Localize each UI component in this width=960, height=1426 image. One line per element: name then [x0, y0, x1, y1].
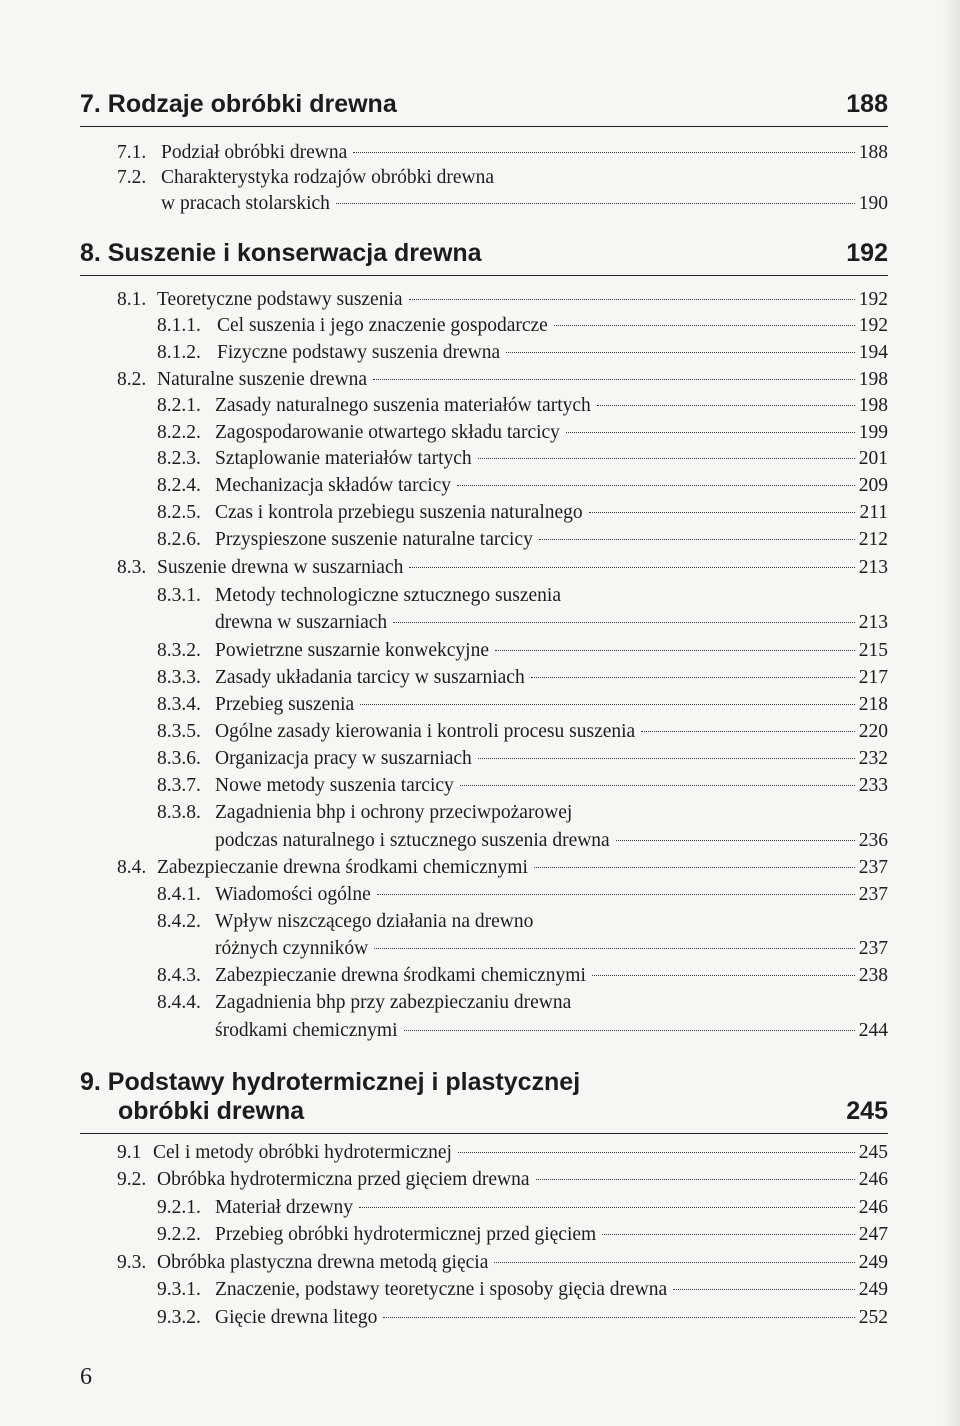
entry-title: Gięcie drewna litego: [215, 1307, 378, 1328]
entry-number: 8.2.5.: [157, 502, 201, 523]
leader-dots: [539, 539, 855, 540]
toc-entry-continuation: [161, 191, 888, 217]
toc-entry: [117, 1250, 888, 1276]
entry-page: 211: [859, 502, 888, 523]
entry-title: Zabezpieczanie drewna środkami chemicznymi: [157, 857, 528, 878]
leader-dots: [377, 894, 855, 895]
toc-entry: [157, 773, 888, 799]
entry-number: 8.2.6.: [157, 529, 201, 550]
entry-title: Znaczenie, podstawy teoretyczne i sposoby gięcia drewna: [215, 1279, 668, 1300]
entry-number: 8.4.4.: [157, 992, 201, 1013]
entry-number: 8.2.2.: [157, 422, 201, 443]
entry-title: Cel suszenia i jego znaczenie gospodarcze: [217, 315, 548, 336]
entry-title: Zagospodarowanie otwartego składu tarcicy: [215, 422, 560, 443]
entry-title: Naturalne suszenie drewna: [157, 369, 368, 390]
entry-page: 213: [858, 612, 888, 633]
chapter-heading: [80, 1068, 888, 1132]
toc-entry: [117, 287, 888, 313]
entry-title: Materiał drzewny: [215, 1197, 354, 1218]
leader-dots: [409, 299, 855, 300]
chapter-rule: [80, 126, 888, 127]
leader-dots: [458, 1152, 855, 1153]
leader-dots: [460, 785, 855, 786]
entry-number: 8.3.7.: [157, 775, 201, 796]
entry-title: Zabezpieczanie drewna środkami chemicznymi: [215, 965, 586, 986]
leader-dots: [495, 650, 855, 651]
entry-page: 198: [858, 369, 888, 390]
page-edge: [942, 0, 960, 1426]
entry-title-cont: drewna w suszarniach: [215, 612, 388, 633]
leader-dots: [602, 1234, 855, 1235]
leader-dots: [374, 948, 855, 949]
entry-number: 8.3.4.: [157, 694, 201, 715]
entry-number: 8.3.6.: [157, 748, 201, 769]
leader-dots: [353, 152, 854, 153]
leader-dots: [360, 704, 855, 705]
toc-entry: [157, 1195, 888, 1221]
entry-title: Nowe metody suszenia tarcicy: [215, 775, 454, 796]
toc-entry: [157, 583, 561, 609]
toc-entry: [117, 1140, 888, 1166]
entry-page: 215: [858, 640, 888, 661]
entry-title: Obróbka hydrotermiczna przed gięciem drewna: [157, 1169, 530, 1190]
entry-title-cont: w pracach stolarskich: [161, 193, 330, 214]
entry-title: Przyspieszone suszenie naturalne tarcicy: [215, 529, 533, 550]
entry-title: Ogólne zasady kierowania i kontroli procesu suszenia: [215, 721, 636, 742]
toc-entry: [157, 527, 888, 553]
entry-page: 245: [858, 1142, 888, 1163]
entry-page: 233: [858, 775, 888, 796]
entry-title: Cel i metody obróbki hydrotermicznej: [153, 1142, 452, 1163]
entry-title: Wiadomości ogólne: [215, 884, 371, 905]
toc-entry: [157, 313, 888, 339]
entry-page: 249: [858, 1279, 888, 1300]
entry-title: Przebieg obróbki hydrotermicznej przed gięciem: [215, 1224, 597, 1245]
entry-title: Obróbka plastyczna drewna metodą gięcia: [157, 1252, 489, 1273]
entry-page: 237: [858, 857, 888, 878]
entry-title: Zasady układania tarcicy w suszarniach: [215, 667, 525, 688]
toc-entry: [157, 909, 533, 935]
leader-dots: [478, 458, 855, 459]
entry-number: 8.2.1.: [157, 395, 201, 416]
toc-entry: [157, 746, 888, 772]
chapter-title: 8. Suszenie i konserwacja drewna: [80, 239, 482, 267]
toc-entry: [157, 446, 888, 472]
entry-number: 8.4.3.: [157, 965, 201, 986]
entry-number: 7.2.: [117, 167, 147, 188]
toc-entry: [157, 882, 888, 908]
entry-title-cont: różnych czynników: [215, 938, 369, 959]
entry-title: Przebieg suszenia: [215, 694, 355, 715]
entry-page: 246: [858, 1197, 888, 1218]
leader-dots: [359, 1207, 855, 1208]
leader-dots: [536, 1179, 855, 1180]
entry-number: 8.2.4.: [157, 475, 201, 496]
leader-dots: [534, 867, 855, 868]
leader-dots: [383, 1317, 854, 1318]
entry-number: 8.4.: [117, 857, 147, 878]
chapter-title: 7. Rodzaje obróbki drewna: [80, 90, 397, 118]
entry-title: Sztaplowanie materiałów tartych: [215, 448, 472, 469]
toc-entry: [157, 800, 572, 826]
entry-page: 238: [858, 965, 888, 986]
toc-entry-continuation: [215, 936, 888, 962]
toc-entry: [117, 367, 888, 393]
entry-page: 244: [858, 1020, 888, 1041]
leader-dots: [457, 485, 855, 486]
entry-page: 237: [858, 884, 888, 905]
entry-page: 220: [858, 721, 888, 742]
toc-entry: [157, 665, 888, 691]
entry-number: 7.1.: [117, 142, 147, 163]
entry-page: 190: [858, 193, 888, 214]
entry-title: Charakterystyka rodzajów obróbki drewna: [161, 167, 495, 188]
entry-page: 198: [858, 395, 888, 416]
entry-page: 199: [858, 422, 888, 443]
entry-page: 246: [858, 1169, 888, 1190]
leader-dots: [494, 1262, 854, 1263]
entry-number: 9.3.2.: [157, 1307, 201, 1328]
entry-page: 213: [858, 557, 888, 578]
entry-number: 8.4.2.: [157, 911, 201, 932]
toc-entry: [117, 555, 888, 581]
entry-page: 217: [858, 667, 888, 688]
leader-dots: [393, 622, 855, 623]
entry-page: 218: [858, 694, 888, 715]
entry-page: 212: [858, 529, 888, 550]
leader-dots: [566, 432, 855, 433]
entry-page: 192: [858, 289, 888, 310]
entry-title: Metody technologiczne sztucznego suszenia: [215, 585, 562, 606]
chapter-heading: [80, 90, 888, 119]
toc-entry: [117, 140, 888, 166]
page-number: 6: [80, 1364, 92, 1390]
chapter-rule: [80, 1133, 888, 1134]
entry-number: 8.3.2.: [157, 640, 201, 661]
toc-entry-continuation: [215, 610, 888, 636]
entry-number: 9.1: [117, 1142, 142, 1163]
entry-number: 8.1.1.: [157, 315, 201, 336]
entry-page: 192: [858, 315, 888, 336]
toc-entry: [157, 692, 888, 718]
toc-entry: [157, 340, 888, 366]
leader-dots: [531, 677, 855, 678]
leader-dots: [506, 352, 855, 353]
toc-entry: [157, 1222, 888, 1248]
entry-title-cont: środkami chemicznymi: [215, 1020, 398, 1041]
leader-dots: [409, 567, 854, 568]
entry-title: Mechanizacja składów tarcicy: [215, 475, 452, 496]
entry-title-cont: podczas naturalnego i sztucznego suszenia drewna: [215, 830, 610, 851]
entry-page: 237: [858, 938, 888, 959]
entry-number: 9.2.1.: [157, 1197, 201, 1218]
entry-number: 9.3.: [117, 1252, 147, 1273]
toc-entry: [157, 1277, 888, 1303]
entry-number: 9.2.2.: [157, 1224, 201, 1245]
leader-dots: [404, 1030, 855, 1031]
entry-title: Zasady naturalnego suszenia materiałów tartych: [215, 395, 591, 416]
toc-entry: [157, 719, 888, 745]
toc-entry-continuation: [215, 1018, 888, 1044]
toc-entry-continuation: [215, 828, 888, 854]
entry-page: 249: [858, 1252, 888, 1273]
entry-page: 232: [858, 748, 888, 769]
chapter-heading: [80, 239, 888, 268]
leader-dots: [373, 379, 855, 380]
entry-title: Zagadnienia bhp przy zabezpieczaniu drewna: [215, 992, 572, 1013]
chapter-title: 9. Podstawy hydrotermicznej i plastycznej: [80, 1068, 581, 1096]
leader-dots: [673, 1289, 855, 1290]
entry-number: 8.1.2.: [157, 342, 201, 363]
leader-dots: [597, 405, 855, 406]
entry-number: 8.3.: [117, 557, 147, 578]
toc-entry: [117, 855, 888, 881]
leader-dots: [336, 203, 855, 204]
entry-number: 8.2.: [117, 369, 147, 390]
chapter-title-cont: obróbki drewna: [118, 1097, 305, 1125]
leader-dots: [478, 758, 855, 759]
chapter-page: 245: [846, 1097, 888, 1125]
entry-title: Zagadnienia bhp i ochrony przeciwpożarowej: [215, 802, 573, 823]
toc-entry: [157, 638, 888, 664]
entry-title: Powietrzne suszarnie konwekcyjne: [215, 640, 489, 661]
entry-page: 188: [858, 142, 888, 163]
entry-page: 209: [858, 475, 888, 496]
entry-title: Czas i kontrola przebiegu suszenia naturalnego: [215, 502, 583, 523]
entry-page: 236: [858, 830, 888, 851]
entry-title: Suszenie drewna w suszarniach: [157, 557, 404, 578]
entry-number: 8.3.1.: [157, 585, 201, 606]
entry-title: Fizyczne podstawy suszenia drewna: [217, 342, 501, 363]
entry-title: Wpływ niszczącego działania na drewno: [215, 911, 534, 932]
chapter-rule: [80, 275, 888, 276]
leader-dots: [554, 325, 855, 326]
entry-number: 8.3.3.: [157, 667, 201, 688]
entry-title: Organizacja pracy w suszarniach: [215, 748, 472, 769]
entry-number: 8.3.8.: [157, 802, 201, 823]
chapter-page: 188: [846, 90, 888, 118]
leader-dots: [592, 975, 855, 976]
leader-dots: [616, 840, 855, 841]
entry-title: Teoretyczne podstawy suszenia: [157, 289, 403, 310]
toc-entry: [117, 1167, 888, 1193]
toc-entry: [157, 420, 888, 446]
entry-page: 252: [858, 1307, 888, 1328]
toc-entry: [157, 1305, 888, 1331]
entry-number: 8.2.3.: [157, 448, 201, 469]
toc-entry: [157, 393, 888, 419]
entry-page: 247: [858, 1224, 888, 1245]
toc-entry: [157, 473, 888, 499]
entry-page: 194: [858, 342, 888, 363]
entry-page: 201: [858, 448, 888, 469]
entry-number: 8.4.1.: [157, 884, 201, 905]
entry-number: 8.1.: [117, 289, 147, 310]
chapter-page: 192: [846, 239, 888, 267]
toc-entry: [157, 990, 571, 1016]
entry-number: 8.3.5.: [157, 721, 201, 742]
toc-entry: [117, 165, 494, 191]
leader-dots: [589, 512, 856, 513]
entry-number: 9.3.1.: [157, 1279, 201, 1300]
toc-entry: [157, 500, 888, 526]
leader-dots: [641, 731, 855, 732]
entry-title: Podział obróbki drewna: [161, 142, 348, 163]
toc-entry: [157, 963, 888, 989]
entry-number: 9.2.: [117, 1169, 147, 1190]
